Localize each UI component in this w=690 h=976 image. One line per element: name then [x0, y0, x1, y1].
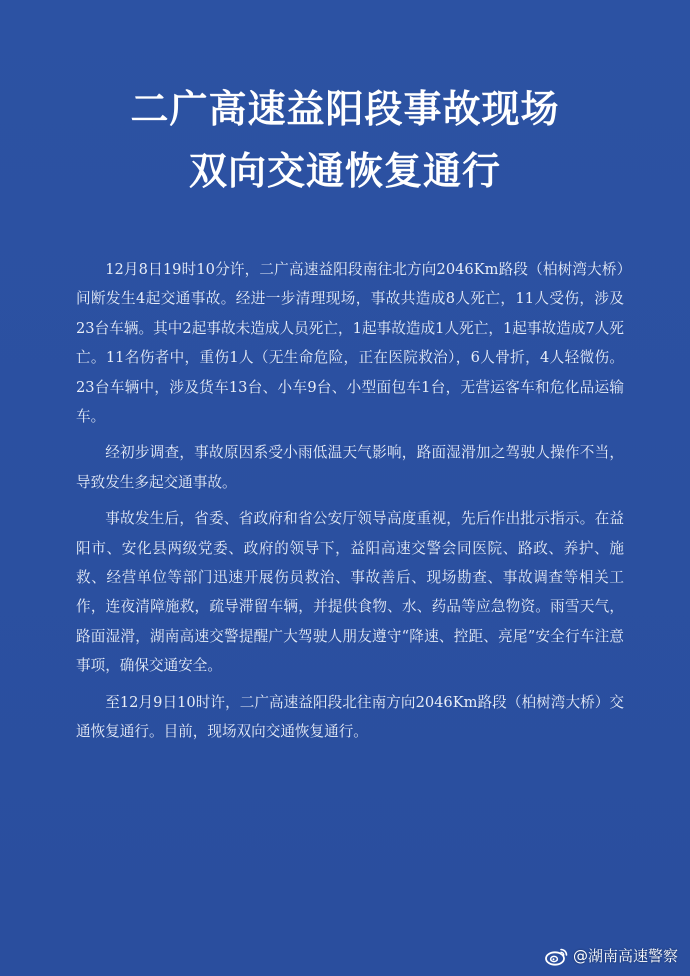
title-line-1: 二广高速益阳段事故现场 [130, 87, 560, 131]
paragraph-reopening: 至12月9日10时许，二广高速益阳段北往南方向2046Km路段（柏树湾大桥）交通恢复通行。目前，现场双向交通恢复通行。 [76, 693, 624, 741]
watermark-text: @湖南高速警察 [572, 947, 678, 965]
paragraph-response: 事故发生后，省委、省政府和省公安厅领导高度重视，先后作出批示指示。在益阳市、安化县两级党委、政府的领导下，益阳高速交警会同医院、路政、养护、施救、经营单位等部门迅速开展伤员救治、事故善后、现场勘查、事故调查等相关工作，连夜清障施救，疏导滞留车辆，并提供食物、水、药品等应急物资。雨雪天气，路面湿滑，湖南高速交警提醒广大驾驶人朋友遵守“降速、控距、亮尾”安全行车注意事项，确保交通安全。 [76, 510, 624, 675]
weibo-watermark [545, 945, 678, 966]
notice-body [76, 255, 624, 747]
title-line-2: 双向交通恢复通行 [188, 149, 501, 193]
paragraph-incident: 12月8日19时10分许，二广高速益阳段南往北方向2046Km路段（柏树湾大桥）间断发生4起交通事故。经进一步清理现场，事故共造成8人死亡，11人受伤，涉及23台车辆。其中2起事故未造成人员死亡，1起事故造成1人死亡，1起事故造成7人死亡。11名伤者中，重伤1人（无生命危险，正在医院救治），6人骨折，4人轻微伤。23台车辆中，涉及货车13台、小车9台、小型面包车1台，无营运客车和危化品运输车。 [76, 261, 624, 426]
weibo-icon [545, 946, 569, 966]
paragraph-cause: 经初步调查，事故原因系受小雨低温天气影响，路面湿滑加之驾驶人操作不当，导致发生多起交通事故。 [76, 444, 624, 491]
page-title [0, 78, 690, 202]
